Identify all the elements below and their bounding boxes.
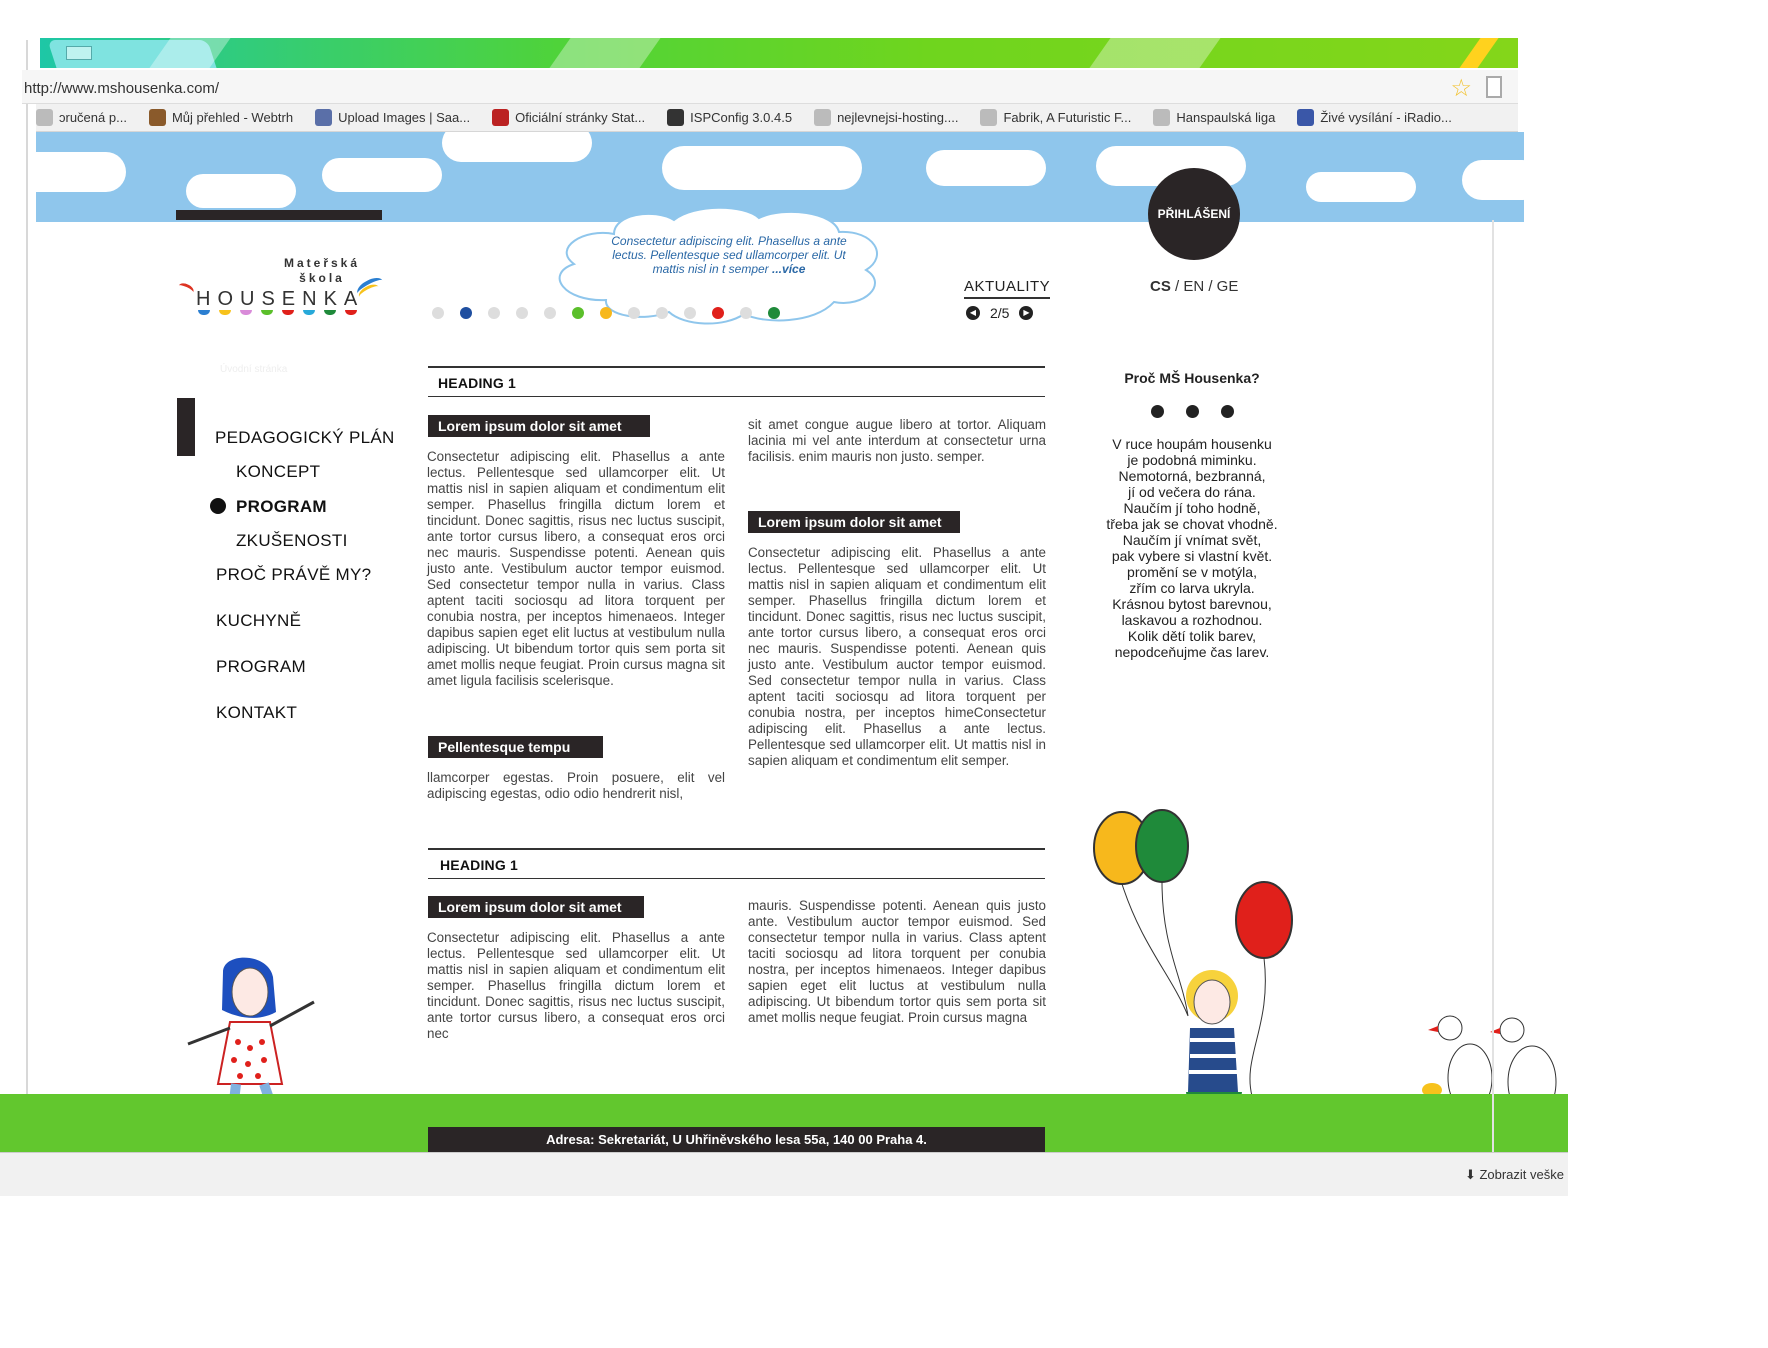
section-heading: HEADING 1 [438, 375, 517, 391]
bookmark-item[interactable] [1297, 109, 1452, 126]
page-icon [36, 109, 53, 126]
logo-dot [198, 310, 210, 315]
bookmark-item[interactable] [667, 109, 792, 126]
slider-dot[interactable] [600, 307, 612, 319]
download-bar [0, 1152, 1568, 1196]
header-accent-bar [176, 210, 382, 220]
bookmark-label: Živé vysílání - iRadio... [1320, 110, 1452, 125]
poem-line: Naučím jí vnímat svět, [1122, 532, 1262, 548]
window-frame-right [1492, 220, 1494, 1160]
bookmark-star-icon[interactable]: ☆ [1450, 75, 1472, 102]
logo-dot [303, 310, 315, 315]
poem-line: nepodceňujme čas larev. [1114, 644, 1270, 660]
show-all-label: Zobrazit veške [1479, 1167, 1564, 1182]
section-rule [428, 878, 1045, 879]
dot [1151, 405, 1164, 418]
tab-favicon-icon [66, 46, 92, 60]
bookmark-label: ɔručená p... [59, 110, 127, 125]
state-icon [492, 109, 509, 126]
cloud-shape [1462, 160, 1524, 200]
slider-dot[interactable] [460, 307, 472, 319]
poem-line: třeba jak se chovat vhodně. [1106, 516, 1278, 532]
lang-options[interactable]: / EN / GE [1170, 278, 1239, 295]
section-heading: HEADING 1 [440, 857, 519, 873]
slider-dot[interactable] [656, 307, 668, 319]
poem-line: V ruce houpám housenku [1112, 436, 1272, 452]
slider-dot[interactable] [572, 307, 584, 319]
article-label: Lorem ipsum dolor sit amet [748, 511, 960, 533]
poem-line: promění se v motýla, [1127, 564, 1257, 580]
nav-item-program[interactable]: PROGRAM [216, 657, 306, 676]
page-icon [1153, 109, 1170, 126]
nav-item-zkusenosti[interactable]: ZKUŠENOSTI [236, 531, 348, 550]
sidebar-dots [1151, 405, 1234, 418]
nav-active-marker [177, 398, 195, 456]
article-paragraph: Consectetur adipiscing elit. Phasellus a ante lectus. Pellentesque sed ullamcorper elit. Ut mattis nisl in sapien aliquam et condimentum elit semper. Phasellus fringilla dictum lorem et tincidunt. Donec sagittis, risus nec luctus suscipit, ante tortor cursus libero, a consequat eros orci nec mauris. Suspendisse potenti. Aenean quis justo ante. Vestibulum auctor tempor euismod. Sed consectetur tempor nulla in varius. Class aptent taciti sociosqu ad litora torquent per conubia nostra, per inceptos himeConsectetur adipiscing elit. Phasellus a ante lectus. Pellentesque sed ullamcorper elit. Ut mattis nisl in sapien aliquam et condimentum elit semper. [748, 545, 1046, 768]
cloud-shape [322, 158, 442, 192]
bookmark-item[interactable] [315, 109, 470, 126]
url-text[interactable]: http://www.mshousenka.com/ [24, 80, 220, 97]
window-frame-left [26, 40, 28, 1160]
tab-strip-decoration [1459, 38, 1498, 68]
page-menu-icon[interactable] [1486, 76, 1502, 98]
article-label: Lorem ipsum dolor sit amet [428, 896, 644, 918]
section-rule [428, 366, 1045, 368]
slider-dot[interactable] [740, 307, 752, 319]
ispconfig-icon [667, 109, 684, 126]
nav-item-kuchyne[interactable]: KUCHYNĚ [216, 611, 302, 630]
sidebar-title: Proč MŠ Housenka? [1124, 370, 1260, 386]
tab-strip-decoration [549, 38, 660, 68]
page-icon [814, 109, 831, 126]
cloud-shape [926, 150, 1046, 186]
slider-dot[interactable] [432, 307, 444, 319]
nav-item-pedagogicky-plan[interactable]: PEDAGOGICKÝ PLÁN [215, 428, 395, 447]
bookmark-item[interactable] [149, 109, 293, 126]
bookmark-label: Můj přehled - Webtrh [171, 110, 294, 125]
logo-line-1: Mateřská [284, 256, 361, 270]
prev-arrow-icon[interactable]: ◀ [966, 306, 980, 320]
bookmark-label: nejlevnejsi-hosting.... [837, 110, 959, 125]
logo-line-2: škola [299, 271, 345, 285]
poem-line: Krásnou bytost barevnou, [1112, 596, 1272, 612]
poem-line: zřím co larva ukryla. [1129, 580, 1255, 596]
poem-line: Nemotorná, bezbranná, [1118, 468, 1266, 484]
logo-caterpillar-dots [198, 310, 357, 315]
nav-item-koncept[interactable]: KONCEPT [236, 462, 321, 481]
cloud-shape [442, 132, 592, 162]
tab-strip-decoration [1089, 38, 1220, 68]
logo-swish-icon [177, 281, 196, 297]
slider-dot[interactable] [628, 307, 640, 319]
logo-dot [345, 310, 357, 315]
slider-dot[interactable] [544, 307, 556, 319]
logo-dot [240, 310, 252, 315]
poem-line: laskavou a rozhodnou. [1121, 612, 1263, 628]
active-bullet-icon [210, 498, 226, 514]
article-label: Lorem ipsum dolor sit amet [428, 415, 650, 437]
webtrh-icon [149, 109, 166, 126]
article-paragraph: mauris. Suspendisse potenti. Aenean quis justo ante. Vestibulum auctor tempor euismod. Sed consectetur tempor nulla in varius. Class aptent taciti sociosqu ad litora torquent per conubia nostra, per inceptos himenaeos. Integer dapibus sapien eget elit luctus at vestibulum nulla adipiscing. Ut bibendum tortor quis sem porta sit amet mollis neque feugiat. Proin cursus magna [748, 898, 1046, 1025]
cloud-shape [1306, 172, 1416, 202]
article-label: Pellentesque tempu [428, 736, 603, 758]
bookmark-item[interactable] [980, 109, 1131, 126]
bookmark-item[interactable] [492, 109, 645, 126]
slider-dot[interactable] [712, 307, 724, 319]
slider-dot[interactable] [488, 307, 500, 319]
upload-icon [315, 109, 332, 126]
logo-subtitle[interactable] [284, 256, 360, 286]
logo-dot [261, 310, 273, 315]
bookmark-label: Hanspaulská liga [1176, 110, 1276, 125]
section-rule [428, 396, 1045, 397]
article-paragraph: sit amet congue augue libero at tortor. Aliquam lacinia mi vel ante interdum at consectetur urna facilisis. enim mauris non justo. semper. [748, 417, 1046, 464]
bookmark-label: Fabrik, A Futuristic F... [1003, 110, 1132, 125]
cloud-shape [36, 152, 126, 192]
browser-tab-strip [40, 38, 1518, 68]
speech-text [604, 234, 854, 276]
section-rule [428, 848, 1045, 850]
logo-name[interactable]: HOUSENKA [196, 288, 365, 310]
slider-dot[interactable] [684, 307, 696, 319]
logo-dot [219, 310, 231, 315]
bookmark-item[interactable] [1153, 109, 1275, 126]
poem-line: Naučím jí toho hodně, [1123, 500, 1261, 516]
article-paragraph: llamcorper egestas. Proin posuere, elit vel adipiscing egestas, odio odio hendrerit nisl, [427, 770, 725, 801]
radio-icon [1297, 109, 1314, 126]
address-bar[interactable] [22, 70, 1518, 104]
show-all-downloads-link[interactable]: ⬇ Zobrazit veške [1464, 1167, 1564, 1182]
nav-home-faint[interactable]: Úvodní stránka [220, 364, 288, 375]
bookmark-label: Upload Images | Saa... [338, 110, 471, 125]
poem-line: Kolik dětí tolik barev, [1127, 628, 1257, 644]
bookmark-item[interactable] [814, 109, 958, 126]
sidebar-poem [1086, 436, 1298, 660]
next-arrow-icon[interactable]: ▶ [1019, 306, 1033, 320]
speech-more-link[interactable]: ...více [772, 262, 806, 276]
news-title[interactable]: AKTUALITY [964, 278, 1050, 299]
page-icon [980, 109, 997, 126]
slider-dot[interactable] [516, 307, 528, 319]
article-paragraph: Consectetur adipiscing elit. Phasellus a ante lectus. Pellentesque sed ullamcorper elit. Ut mattis nisl in sapien aliquam et condimentum elit semper. Phasellus fringilla dictum lorem et tincidunt. Donec sagittis, risus nec luctus suscipit, ante tortor cursus libero, a consequat eros orci nec mauris. Suspendisse potenti. Aenean quis justo ante. Vestibulum auctor tempor euismod. Sed consectetur tempor nulla in varius. Class aptent taciti sociosqu ad litora torquent per conubia nostra, per inceptos himenaeos. Integer dapibus sapien eget elit luctus at vestibulum nulla adipiscing. Ut bibendum tortor quis sem porta sit amet mollis neque feugiat. Proin cursus magna sit amet ligula facilisis scelerisque. [427, 449, 725, 688]
bookmarks-bar [36, 104, 1518, 132]
nav-item-program-active[interactable]: PROGRAM [236, 497, 327, 516]
pager-count: 2/5 [990, 305, 1010, 321]
login-button[interactable]: PŘIHLÁŠENÍ [1148, 168, 1240, 260]
bookmark-label: Oficiální stránky Stat... [515, 110, 646, 125]
article-paragraph: Consectetur adipiscing elit. Phasellus a ante lectus. Pellentesque sed ullamcorper elit. Ut mattis nisl in sapien aliquam et condimentum elit semper. Phasellus fringilla dictum lorem et tincidunt. Donec sagittis, risus nec luctus suscipit, ante tortor cursus libero, a consequat eros orci nec [427, 930, 725, 1041]
poem-line: jí od večera do rána. [1128, 484, 1256, 500]
logo-dot [324, 310, 336, 315]
dot [1186, 405, 1199, 418]
footer-address: Adresa: Sekretariát, U Uhřiněvského lesa 55a, 140 00 Praha 4. [428, 1127, 1045, 1152]
nav-item-kontakt[interactable]: KONTAKT [216, 703, 298, 722]
speech-body: Consectetur adipiscing elit. Phasellus a ante lectus. Pellentesque sed ullamcorper elit. Ut mattis nisl in t semper [611, 234, 847, 276]
poem-line: je podobná miminku. [1127, 452, 1257, 468]
slider-dot[interactable] [768, 307, 780, 319]
poem-line: pak vybere si vlastní květ. [1111, 548, 1273, 564]
nav-item-proc-prave-my[interactable]: PROČ PRÁVĚ MY? [216, 565, 372, 584]
lang-active[interactable]: CS [1150, 278, 1171, 295]
slider-dots [432, 307, 780, 319]
cloud-shape [662, 146, 862, 190]
bookmark-label: ISPConfig 3.0.4.5 [690, 110, 793, 125]
bookmark-item[interactable] [36, 109, 127, 126]
news-pager [966, 305, 1033, 321]
cloud-shape [186, 174, 296, 208]
logo-dot [282, 310, 294, 315]
dot [1221, 405, 1234, 418]
language-switcher[interactable] [1150, 278, 1238, 295]
